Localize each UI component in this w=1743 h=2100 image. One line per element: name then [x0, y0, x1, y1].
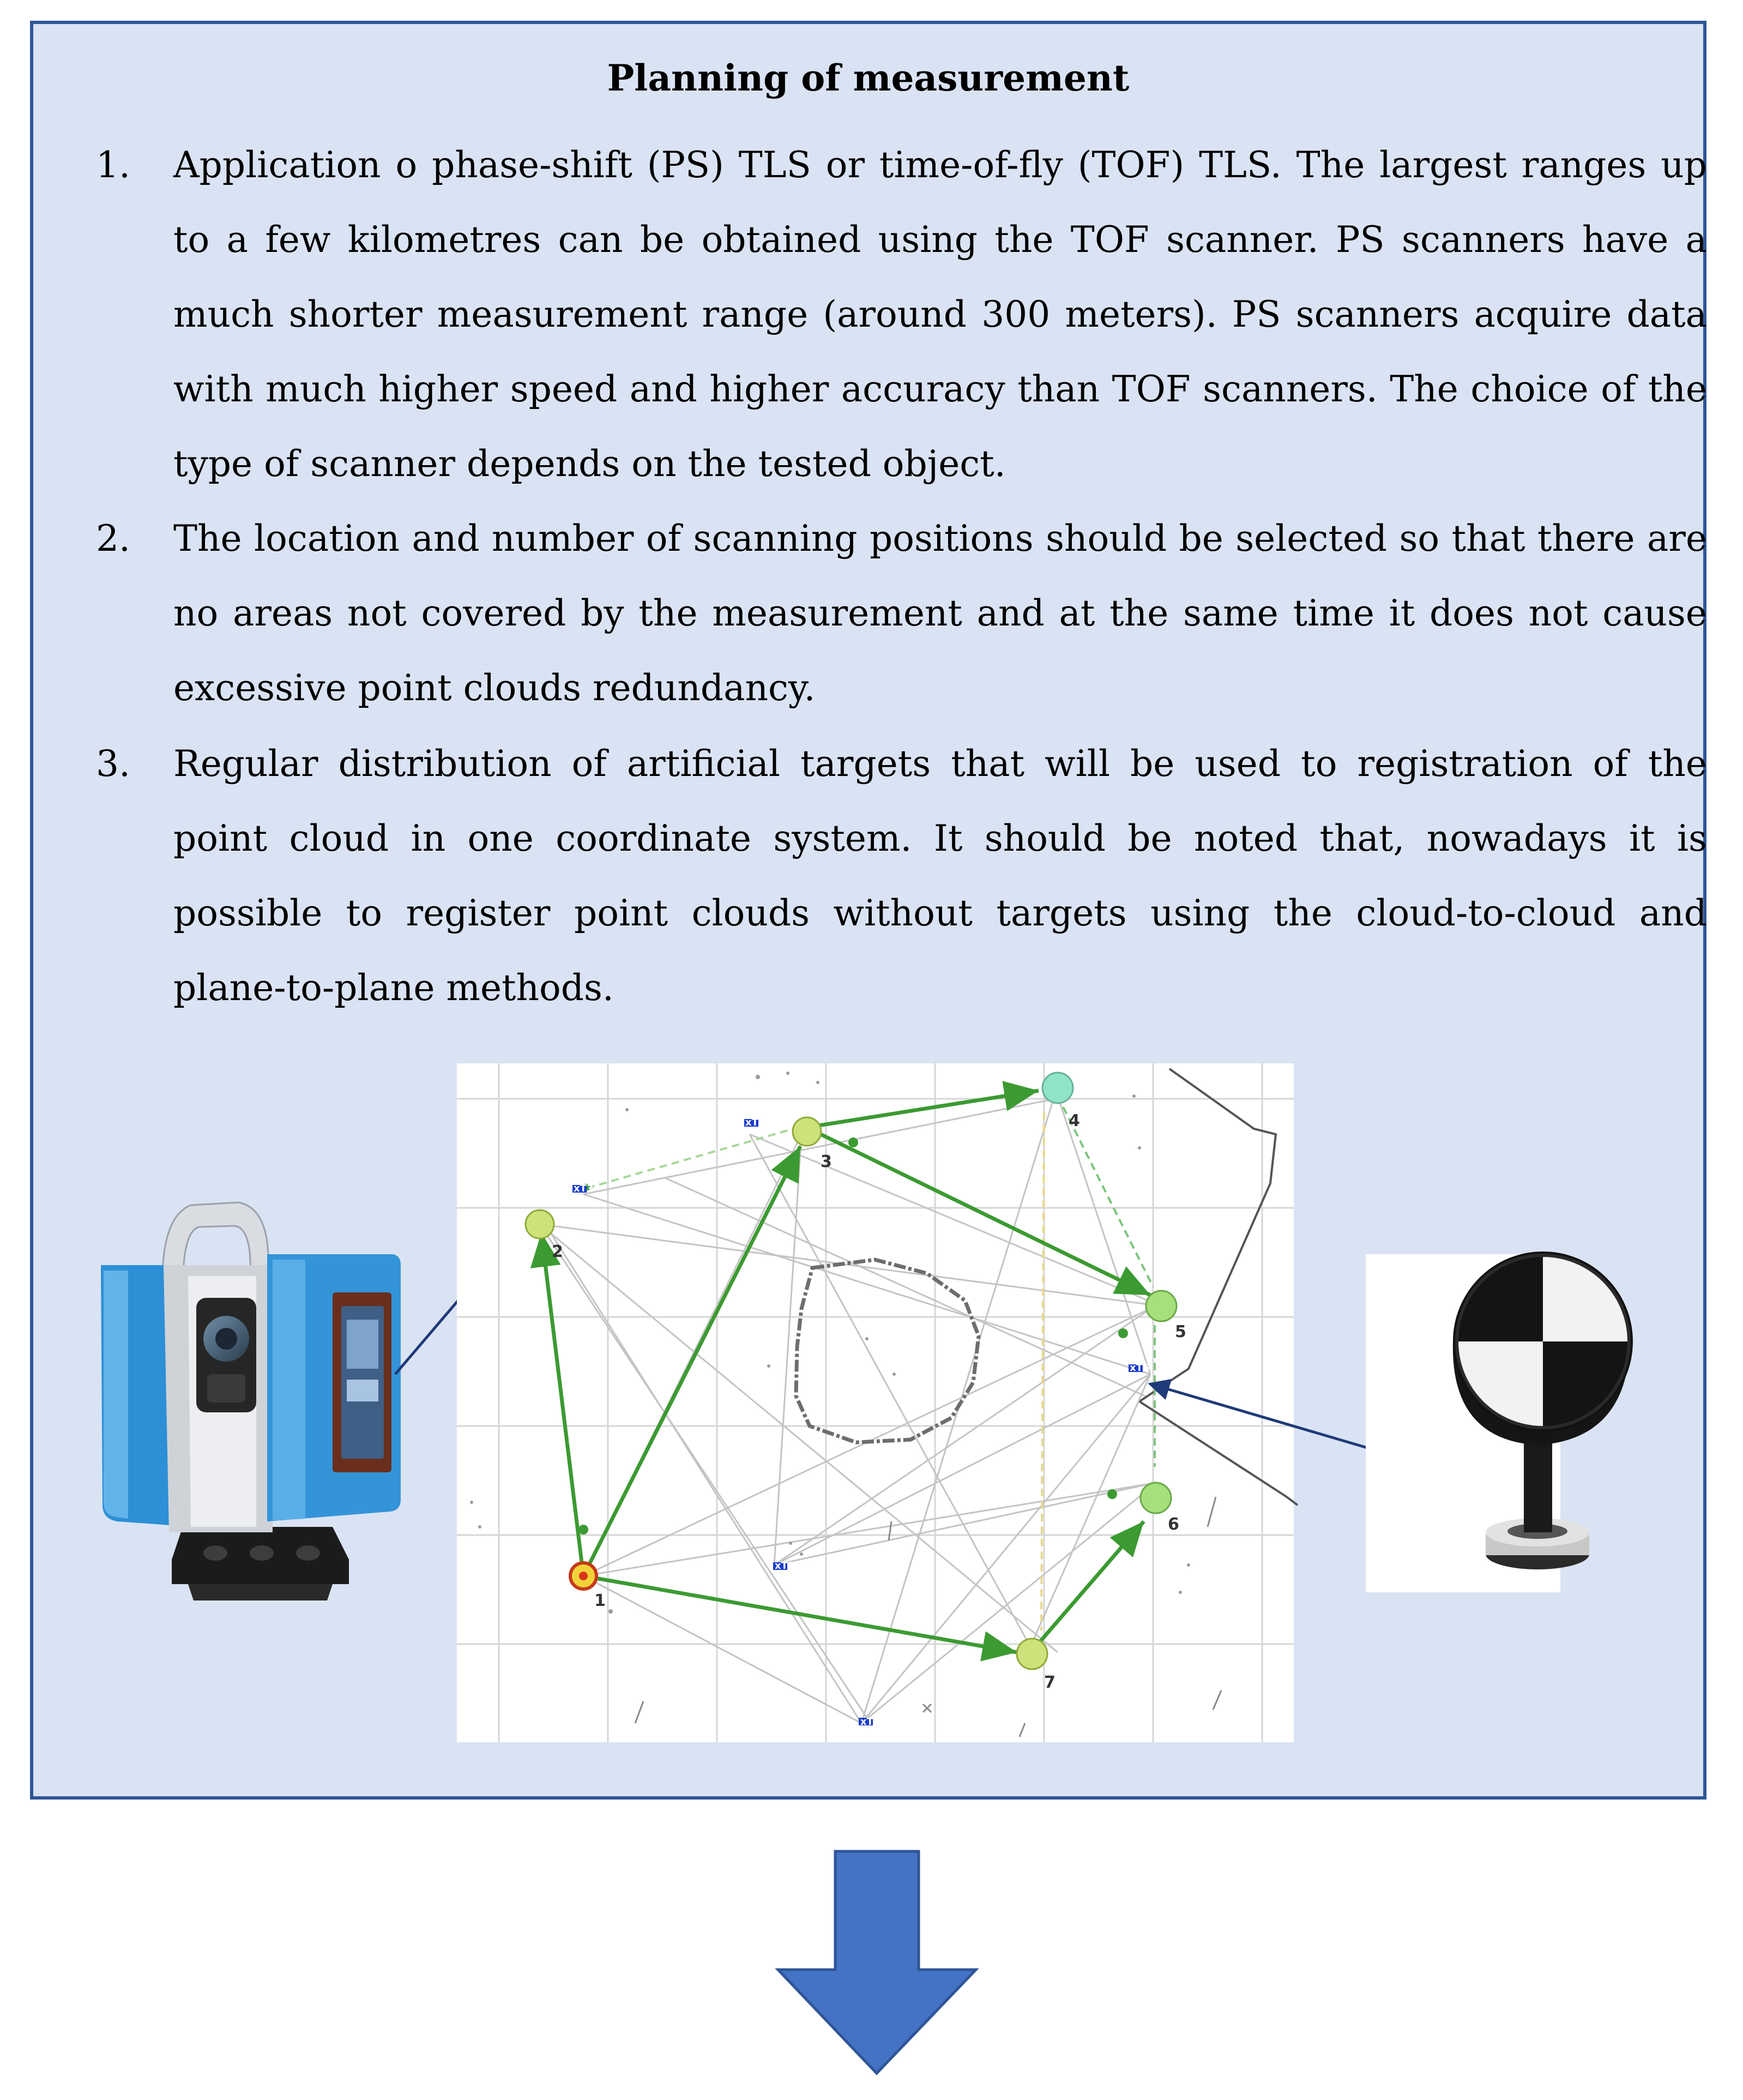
- laser-scanner-icon: [101, 1202, 401, 1600]
- station-label-7: 7: [1044, 1673, 1056, 1692]
- network-plot: [457, 1063, 1298, 1742]
- station-2: [526, 1210, 554, 1238]
- target-label-5: xT5: [1130, 1362, 1150, 1374]
- station-label-1: 1: [594, 1591, 606, 1610]
- list-item-text: Application o phase-shift (PS) TLS or time-of-fly (TOF) TLS. The largest ranges up to a few kilometres can be obtained using the TOF scanner. PS scanners have a much shorter measurement range (around 300 meters). PS scanners acquire data with much higher speed and higher accuracy than TOF scanners. The choice of the type of scanner depends on the tested object.: [173, 144, 1707, 485]
- station-label-5: 5: [1175, 1322, 1186, 1341]
- target-label-3: xT3: [574, 1183, 594, 1194]
- station-3: [793, 1117, 821, 1146]
- list-item-text: Regular distribution of artificial targets that will be used to registration of the point cloud in one coordinate system. It should be noted that, nowadays it is possible to register point clouds without targets using the cloud-to-cloud and plane-to-plane methods.: [173, 743, 1707, 1009]
- target-label-2: xT2: [775, 1560, 795, 1572]
- target-label-1: xT1: [860, 1716, 880, 1728]
- station-label-3: 3: [821, 1152, 832, 1171]
- panel-title: Planning of measurement: [607, 57, 1130, 99]
- list-item-text: The location and number of scanning positions should be selected so that there are no areas not covered by the measurement and at the same time it does not cause excessive point clouds redundancy.: [173, 518, 1707, 709]
- station-7: [1017, 1639, 1047, 1669]
- station-5: [1146, 1291, 1177, 1321]
- station-label-4: 4: [1069, 1111, 1080, 1130]
- list-item-number: 2.: [96, 518, 130, 559]
- station-6: [1141, 1483, 1171, 1513]
- list-item-number: 3.: [96, 743, 130, 785]
- down-arrow-icon: [778, 1851, 976, 2073]
- station-label-2: 2: [552, 1242, 563, 1261]
- checkerboard-target-icon: [1366, 1249, 1636, 1592]
- station-1: [570, 1563, 596, 1589]
- station-4: [1042, 1073, 1073, 1103]
- target-label-4: xT4: [745, 1117, 765, 1128]
- list-item-number: 1.: [96, 144, 130, 186]
- station-label-6: 6: [1168, 1515, 1179, 1534]
